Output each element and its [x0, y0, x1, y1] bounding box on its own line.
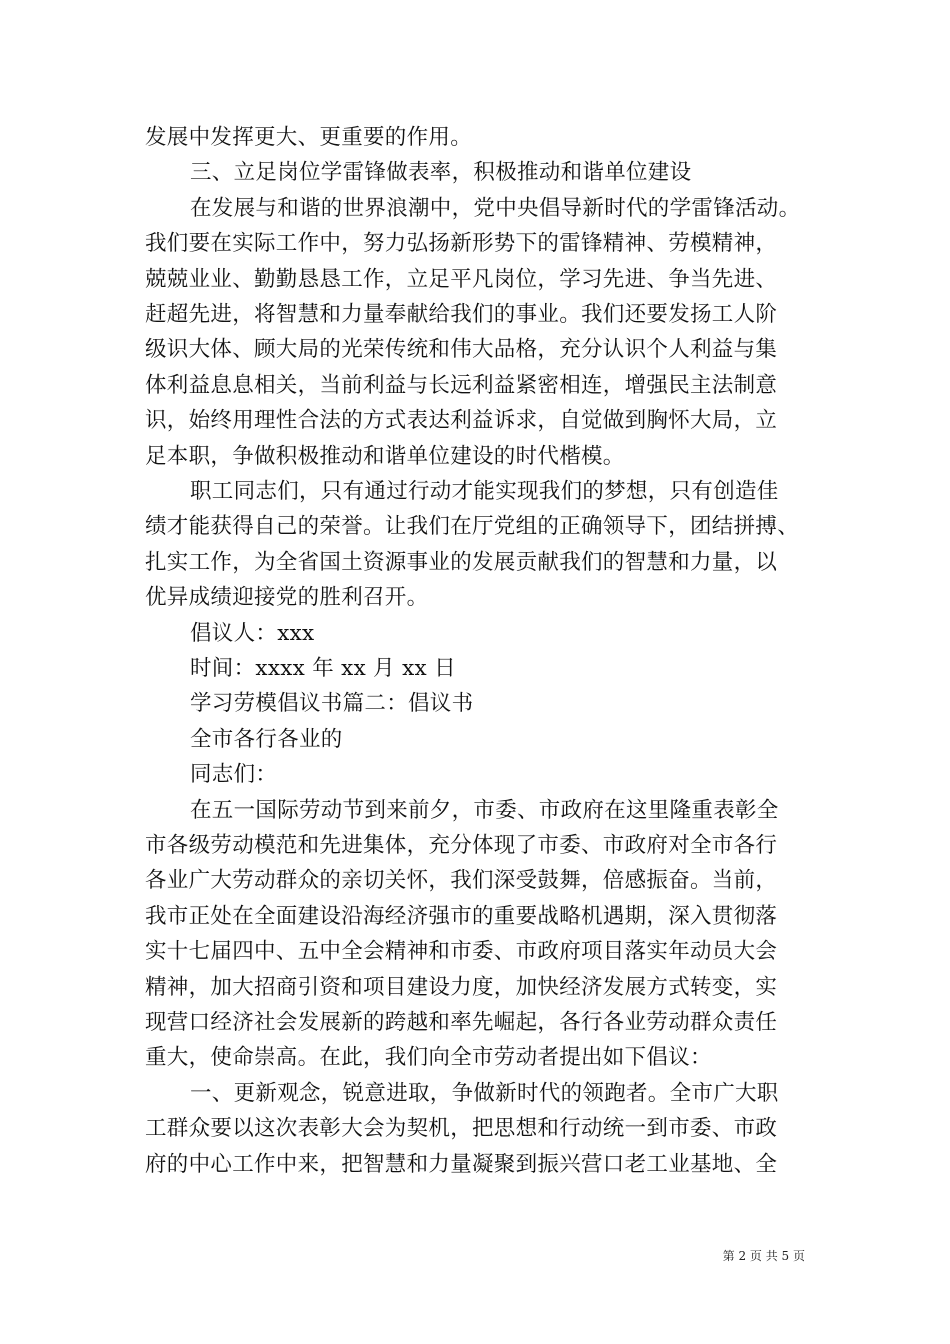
- text-line: 绩才能获得自己的荣誉。让我们在厅党组的正确领导下，团结拼搏、: [145, 514, 800, 540]
- text-line: 识，始终用理性合法的方式表达利益诉求，自觉做到胸怀大局，立: [145, 408, 778, 434]
- text-line: 全市各行各业的: [190, 726, 343, 752]
- text-line: 实十七届四中、五中全会精神和市委、市政府项目落实年动员大会: [145, 939, 778, 965]
- text-line: 府的中心工作中来，把智慧和力量凝聚到振兴营口老工业基地、全: [145, 1151, 778, 1177]
- text-line: 同志们：: [190, 762, 278, 788]
- text-line: 在发展与和谐的世界浪潮中，党中央倡导新时代的学雷锋活动。: [190, 195, 801, 221]
- text-line: 一、更新观念，锐意进取，争做新时代的领跑者。全市广大职: [190, 1080, 779, 1106]
- text-line: 工群众要以这次表彰大会为契机，把思想和行动统一到市委、市政: [145, 1116, 778, 1142]
- text-line: 我市正处在全面建设沿海经济强市的重要战略机遇期，深入贯彻落: [145, 903, 778, 929]
- text-line: 我们要在实际工作中，努力弘扬新形势下的雷锋精神、劳模精神，: [145, 231, 778, 257]
- text-line: 优异成绩迎接党的胜利召开。: [145, 585, 429, 611]
- page-footer: 第 2 页 共 5 页: [722, 1249, 805, 1263]
- text-line: 赶超先进，将智慧和力量奉献给我们的事业。我们还要发扬工人阶: [145, 302, 778, 327]
- text-line: 扎实工作，为全省国土资源事业的发展贡献我们的智慧和力量，以: [145, 549, 778, 575]
- text-line: 足本职，争做积极推动和谐单位建设的时代楷模。: [145, 443, 625, 469]
- text-line: 市各级劳动模范和先进集体，充分体现了市委、市政府对全市各行: [145, 833, 778, 858]
- text-line: 现营口经济社会发展新的跨越和率先崛起，各行各业劳动群众责任: [145, 1010, 778, 1035]
- text-line: 级识大体、顾大局的光荣传统和伟大品格，充分认识个人利益与集: [145, 337, 778, 363]
- text-line: 三、立足岗位学雷锋做表率，积极推动和谐单位建设: [190, 160, 692, 186]
- text-line: 精神，加大招商引资和项目建设力度，加快经济发展方式转变，实: [145, 974, 778, 1000]
- text-line: 兢兢业业、勤勤恳恳工作，立足平凡岗位，学习先进、争当先进、: [145, 266, 778, 292]
- text-line: 体利益息息相关，当前利益与长远利益紧密相连，增强民主法制意: [145, 372, 778, 398]
- text-line: 职工同志们，只有通过行动才能实现我们的梦想，只有创造佳: [190, 479, 779, 504]
- text-line: 学习劳模倡议书篇二：倡议书: [190, 691, 474, 717]
- text-line: 时间：xxxx 年 xx 月 xx 日: [190, 656, 456, 681]
- text-line: 倡议人：xxx: [190, 620, 315, 646]
- text-line: 发展中发挥更大、更重要的作用。: [145, 125, 473, 150]
- text-line: 在五一国际劳动节到来前夕，市委、市政府在这里隆重表彰全: [190, 797, 779, 823]
- text-line: 各业广大劳动群众的亲切关怀，我们深受鼓舞，倍感振奋。当前，: [145, 868, 778, 894]
- text-line: 重大，使命崇高。在此，我们向全市劳动者提出如下倡议：: [145, 1045, 712, 1071]
